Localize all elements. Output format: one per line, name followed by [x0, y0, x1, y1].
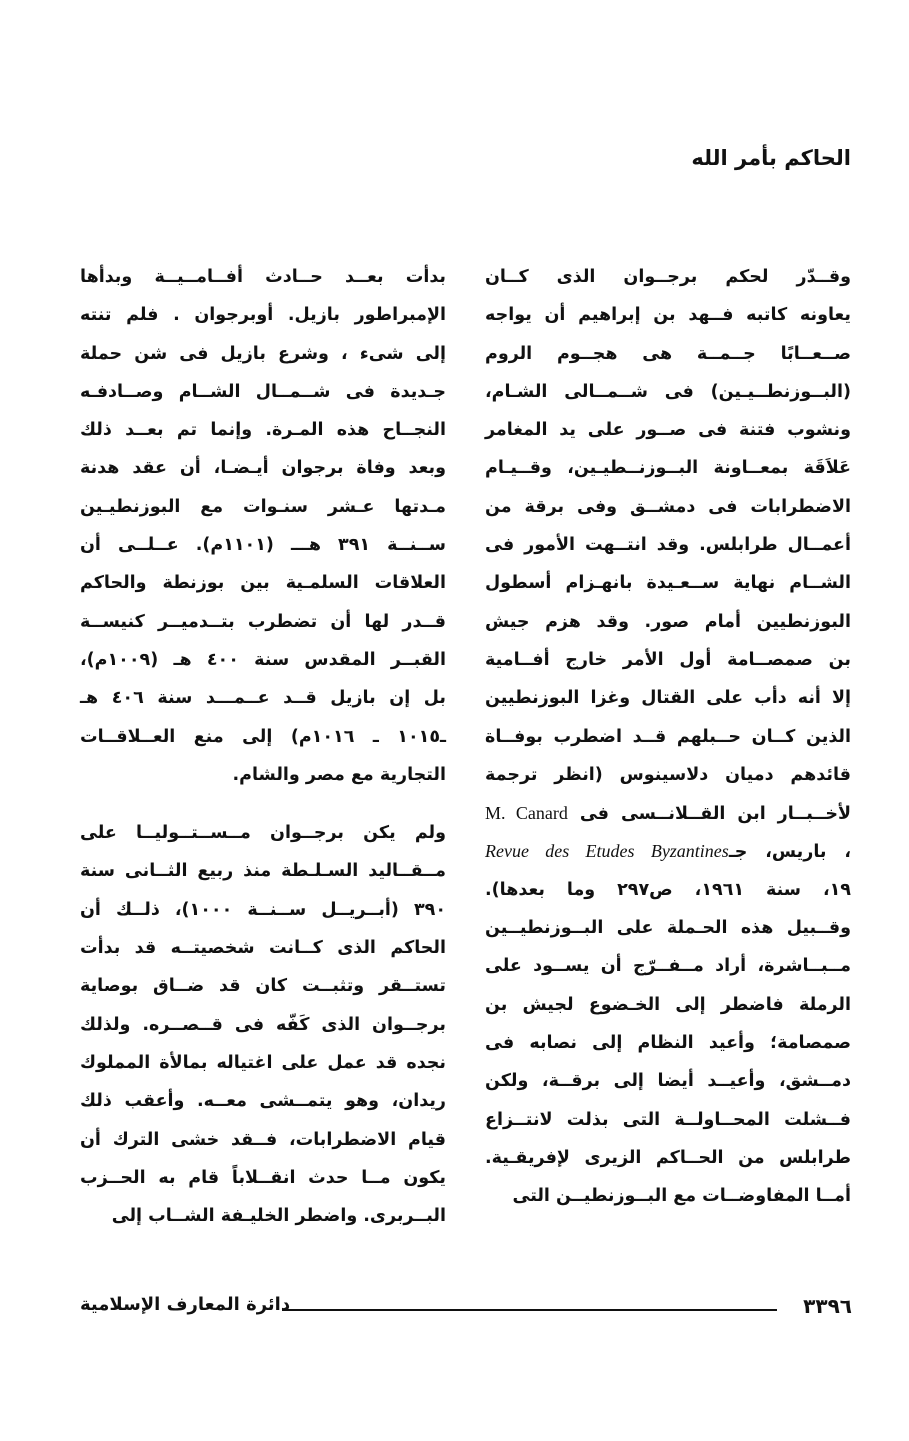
text-line: نجده قد عمل على اغتياله بمالأة المملوك	[80, 1052, 446, 1073]
text-line: بن صمصــامة أول الأمر خارج أفــامية	[485, 649, 851, 670]
text-line: قيام الاضطرابات، فــقد خشى الترك أن	[80, 1129, 446, 1150]
text-line: الشــام نهاية ســعـيدة بانهـزام أسطول	[485, 573, 851, 594]
latin-segment: M. Canard	[485, 803, 568, 824]
text-line: ســنــة ٣٩١ هـــ (١١٠١م). عــلــى أن	[80, 535, 447, 556]
text-line: يكون مــا حدث انقــلاباً قام به الحــزب	[80, 1167, 446, 1188]
text-line: فــشلت المحــاولــة التى بذلت لانتــزاع	[485, 1109, 851, 1130]
text-line: برجــوان الذى كَفّه فى قــصــره. ولذلك	[80, 1014, 446, 1035]
running-header: الحاكم بأمر الله	[691, 146, 851, 170]
text-line: (البــوزنطــيـين) فى شــمــالى الشـام،	[485, 381, 851, 402]
text-line: البوزنطيين أمام صور. وقد هزم جيش	[485, 611, 851, 632]
text-line: الإمبراطور بازيل. أوبرجوان . فلم تنته	[80, 305, 446, 326]
text-line: البــربرى. واضطر الخليـفة الشــاب إلى	[111, 1206, 446, 1227]
page-footer	[80, 1294, 852, 1324]
publication-title: دائرة المعارف الإسلامية	[80, 1294, 291, 1315]
text-line: القبــر المقدس سنة ٤٠٠ هـ (١٠٠٩م)،	[80, 649, 446, 670]
text-line: يعاونه كاتبه فــهد بن إبراهيم أن يواجه	[485, 305, 851, 326]
text-line: ـ١٠١٥ ـ ١٠١٦م) إلى منع العــلاقــات	[80, 726, 446, 747]
text-line: التجارية مع مصر والشام.	[232, 764, 446, 785]
text-line: أعمــال طرابلس. وقد انتــهت الأمور فى	[485, 535, 851, 556]
text-line: وقــدّر لحكم برجــوان الذى كــان	[485, 267, 851, 287]
text-line: قــدر لها أن تضطرب بتــدميــر كنيســة	[80, 611, 446, 632]
text-line: ٣٩٠ (أبــريــل ســنــة ١٠٠٠)، ذلــك أن	[80, 899, 447, 920]
text-line: صمصامة؛ وأعيد النظام إلى نصابه فى	[485, 1032, 851, 1053]
text-line: ١٩، سنة ١٩٦١، ص٢٩٧ وما بعدها).	[485, 879, 851, 900]
text-line: بل إن بازيل قــد عــمـــد سنة ٤٠٦ هـ	[80, 688, 446, 709]
text-line: جـديدة فى شــمــال الشــام وصــادفـه	[80, 381, 446, 402]
text-line: مـدتها عـشر سنـوات مع البوزنطيـين	[80, 496, 446, 517]
paragraph-gap	[80, 794, 446, 814]
text-line: صــعــابًا جــمــة هى هجــوم الروم	[485, 343, 851, 364]
text-line: عَلاَقَة بمعــاونة البــوزنــطيـين، وقــيـام	[485, 458, 851, 479]
text-line: وبعد وفاة برجوان أيـضـا، أن عقد هدنة	[80, 458, 446, 479]
text-line: تستــقر وتثبــت كان قد ضــاق بوصاية	[80, 976, 446, 997]
arabic-segment: ، باريس، جـ	[728, 842, 851, 863]
text-line: الذين كــان حــبلهم قــد اضطرب بوفــاة	[485, 726, 851, 747]
text-line	[485, 832, 851, 870]
right-column	[485, 258, 851, 1215]
text-line: أمــا المفاوضــات مع البــوزنطيــن التى	[512, 1186, 851, 1207]
text-line	[485, 794, 851, 832]
text-line: ريدان، وهو يتمــشى معــه. وأعقب ذلك	[80, 1091, 446, 1112]
text-line: قائدهم دميان دلاسينوس (انظر ترجمة	[485, 764, 851, 785]
text-line: النجــاح هذه المـرة. وإنما تم بعــد ذلك	[80, 420, 446, 441]
left-column	[80, 258, 446, 1235]
text-line: دمــشق، وأعيــد أيضا إلى برقــة، ولكن	[485, 1071, 851, 1092]
text-line: مــبــاشرة، أراد مــفــرّج أن يســود على	[485, 956, 851, 977]
text-line: إلا أنه دأب على القتال وغزا البوزنطيين	[485, 688, 851, 709]
text-line: الحاكم الذى كــانت شخصيتــه قد بدأت	[80, 938, 446, 959]
text-line: بدأت بعــد حــادث أفــامــيــة وبدأها	[80, 267, 446, 287]
text-line: الاضطرابات فى دمشــق وفى برقة من	[485, 496, 851, 517]
footer-rule	[282, 1309, 777, 1311]
page-number: ٣٣٩٦	[803, 1294, 852, 1318]
text-line: ولم يكن برجــوان مــســتــوليــا على	[80, 823, 446, 844]
text-line: الرملة فاضطر إلى الخـضوع لجيش بن	[485, 994, 851, 1015]
italic-title: Revue des Etudes Byzantines	[485, 841, 729, 862]
text-line: ونشوب فتنة فى صــور على يد المغامر	[485, 420, 851, 441]
text-line: مــقــاليد السـلـطة منذ ربيع الثــانى سنة	[80, 861, 446, 882]
text-line: طرابلس من الحــاكم الزيرى لإفريقـية.	[485, 1147, 851, 1168]
arabic-segment: لأخــبــار ابن القــلانــسى فى	[579, 804, 852, 825]
text-line: العلاقات السلمـية بين بوزنطة والحاكم	[80, 573, 446, 594]
text-line: وقــبيل هذه الحـملة على البــوزنطيــين	[485, 918, 851, 939]
text-line: إلى شىء ، وشرع بازيل فى شن حملة	[80, 343, 446, 364]
